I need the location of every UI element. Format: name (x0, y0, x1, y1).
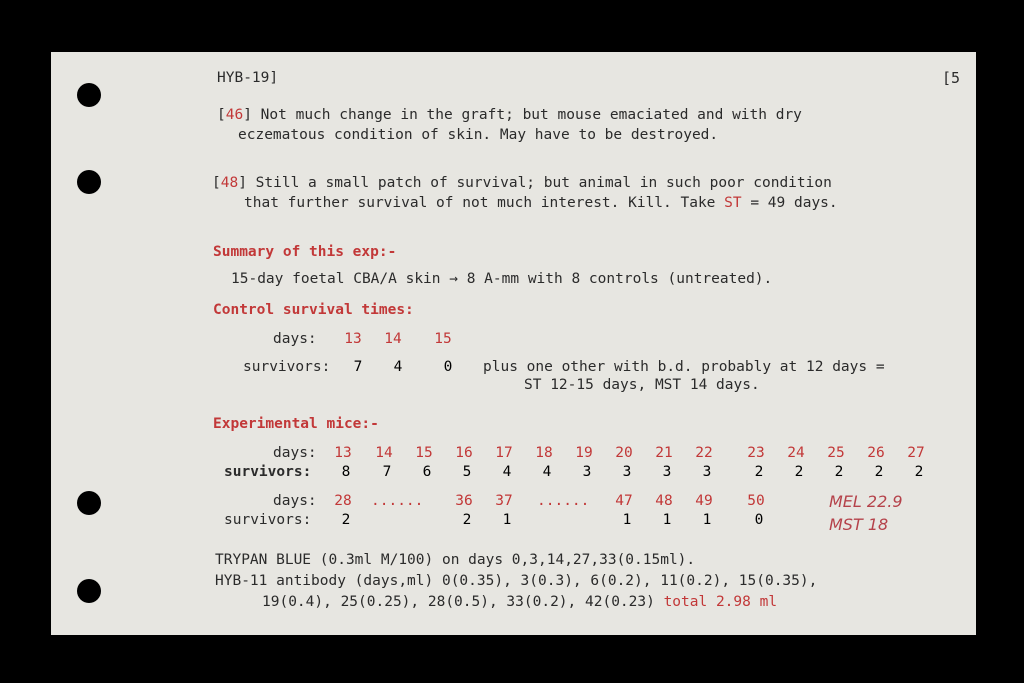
handwritten-mst: MST 18 (829, 515, 889, 534)
experimental-day: 21 (655, 445, 673, 461)
experimental-survivor-count: 2 (341, 512, 351, 528)
experimental-survivor-count: 1 (622, 512, 632, 528)
treatment-line-1: TRYPAN BLUE (0.3ml M/100) on days 0,3,14,27,33(0.15ml). (215, 552, 696, 568)
control-survivor-count: 4 (393, 359, 403, 375)
page-number: [5 (942, 69, 961, 87)
experimental-survivor-count: 0 (754, 512, 764, 528)
index-card (51, 52, 976, 635)
control-day: 15 (434, 331, 452, 347)
experimental-day: 22 (695, 445, 713, 461)
control-day: 14 (384, 331, 402, 347)
experimental-survivor-count: 2 (754, 464, 764, 480)
experimental-survivor-count: 2 (914, 464, 924, 480)
handwritten-mel: MEL 22.9 (829, 492, 903, 511)
summary-heading: Summary of this exp:- (213, 244, 397, 260)
experimental-day: 16 (455, 445, 473, 461)
experimental-day: 18 (535, 445, 553, 461)
experimental-day: 17 (495, 445, 513, 461)
experimental-day: 26 (867, 445, 885, 461)
control-survivors-label: survivors: (243, 359, 331, 375)
treatment-line-2: HYB-11 antibody (days,ml) 0(0.35), 3(0.3), 6(0.2), 11(0.2), 15(0.35), (215, 573, 818, 589)
control-note-2: ST 12-15 days, MST 14 days. (524, 377, 760, 393)
experimental-day: 27 (907, 445, 925, 461)
experimental-day: 50 (747, 493, 765, 509)
experiment-ref: HYB-19] (217, 70, 279, 86)
experimental-day: ...... (537, 493, 590, 509)
experimental-survivor-count: 3 (662, 464, 672, 480)
experimental-survivor-count: 3 (622, 464, 632, 480)
experimental-day: 48 (655, 493, 673, 509)
experimental-survivor-count: 6 (422, 464, 432, 480)
experimental-survivor-count: 8 (341, 464, 351, 480)
experimental-day: 23 (747, 445, 765, 461)
note-48-number: 48 (220, 175, 239, 191)
control-day: 13 (344, 331, 362, 347)
experimental-day: 47 (615, 493, 633, 509)
experimental-day: ...... (371, 493, 424, 509)
control-note-1: plus one other with b.d. probably at 12 days = (483, 359, 885, 375)
control-survivor-count: 7 (353, 359, 363, 375)
exp-survivors-label: survivors: (224, 512, 312, 528)
control-heading: Control survival times: (213, 302, 414, 318)
experimental-survivor-count: 7 (382, 464, 392, 480)
arrow-icon: → (449, 271, 458, 287)
treatment-line-3: 19(0.4), 25(0.25), 28(0.5), 33(0.2), 42(0.23) total 2.98 ml (262, 594, 778, 610)
total-dose: total 2.98 ml (663, 594, 778, 610)
summary-line: 15-day foetal CBA/A skin → 8 A-mm with 8 controls (untreated). (231, 271, 773, 287)
note-48-line-1: [48] Still a small patch of survival; but animal in such poor condition (212, 175, 832, 191)
experimental-day: 19 (575, 445, 593, 461)
experimental-survivor-count: 2 (462, 512, 472, 528)
experimental-survivor-count: 1 (662, 512, 672, 528)
experimental-survivor-count: 3 (702, 464, 712, 480)
experimental-day: 36 (455, 493, 473, 509)
punch-hole (77, 83, 101, 107)
punch-hole (77, 170, 101, 194)
experimental-survivor-count: 4 (502, 464, 512, 480)
experimental-survivor-count: 1 (702, 512, 712, 528)
experimental-day: 20 (615, 445, 633, 461)
experimental-day: 14 (375, 445, 393, 461)
exp-days-label: days: (273, 445, 317, 461)
experimental-survivor-count: 3 (582, 464, 592, 480)
experimental-survivor-count: 2 (874, 464, 884, 480)
note-46-line-1: [46] Not much change in the graft; but mouse emaciated and with dry (217, 107, 802, 123)
control-survivor-count: 0 (443, 359, 453, 375)
experimental-day: 15 (415, 445, 433, 461)
experimental-day: 49 (695, 493, 713, 509)
experimental-survivor-count: 5 (462, 464, 472, 480)
experimental-heading: Experimental mice:- (213, 416, 379, 432)
control-days-label: days: (273, 331, 317, 347)
punch-hole (77, 579, 101, 603)
experimental-day: 28 (334, 493, 352, 509)
experimental-day: 13 (334, 445, 352, 461)
note-48-line-2: that further survival of not much interest. Kill. Take ST = 49 days. (244, 195, 838, 211)
experimental-survivor-count: 1 (502, 512, 512, 528)
experimental-survivor-count: 4 (542, 464, 552, 480)
punch-hole (77, 491, 101, 515)
experimental-day: 24 (787, 445, 805, 461)
note-46-number: 46 (225, 107, 244, 123)
experimental-survivor-count: 2 (794, 464, 804, 480)
experimental-day: 37 (495, 493, 513, 509)
note-46-line-2: eczematous condition of skin. May have to be destroyed. (238, 127, 719, 143)
exp-days-label: days: (273, 493, 317, 509)
st-marker: ST (724, 195, 742, 211)
exp-survivors-label: survivors: (224, 464, 312, 480)
experimental-day: 25 (827, 445, 845, 461)
experimental-survivor-count: 2 (834, 464, 844, 480)
